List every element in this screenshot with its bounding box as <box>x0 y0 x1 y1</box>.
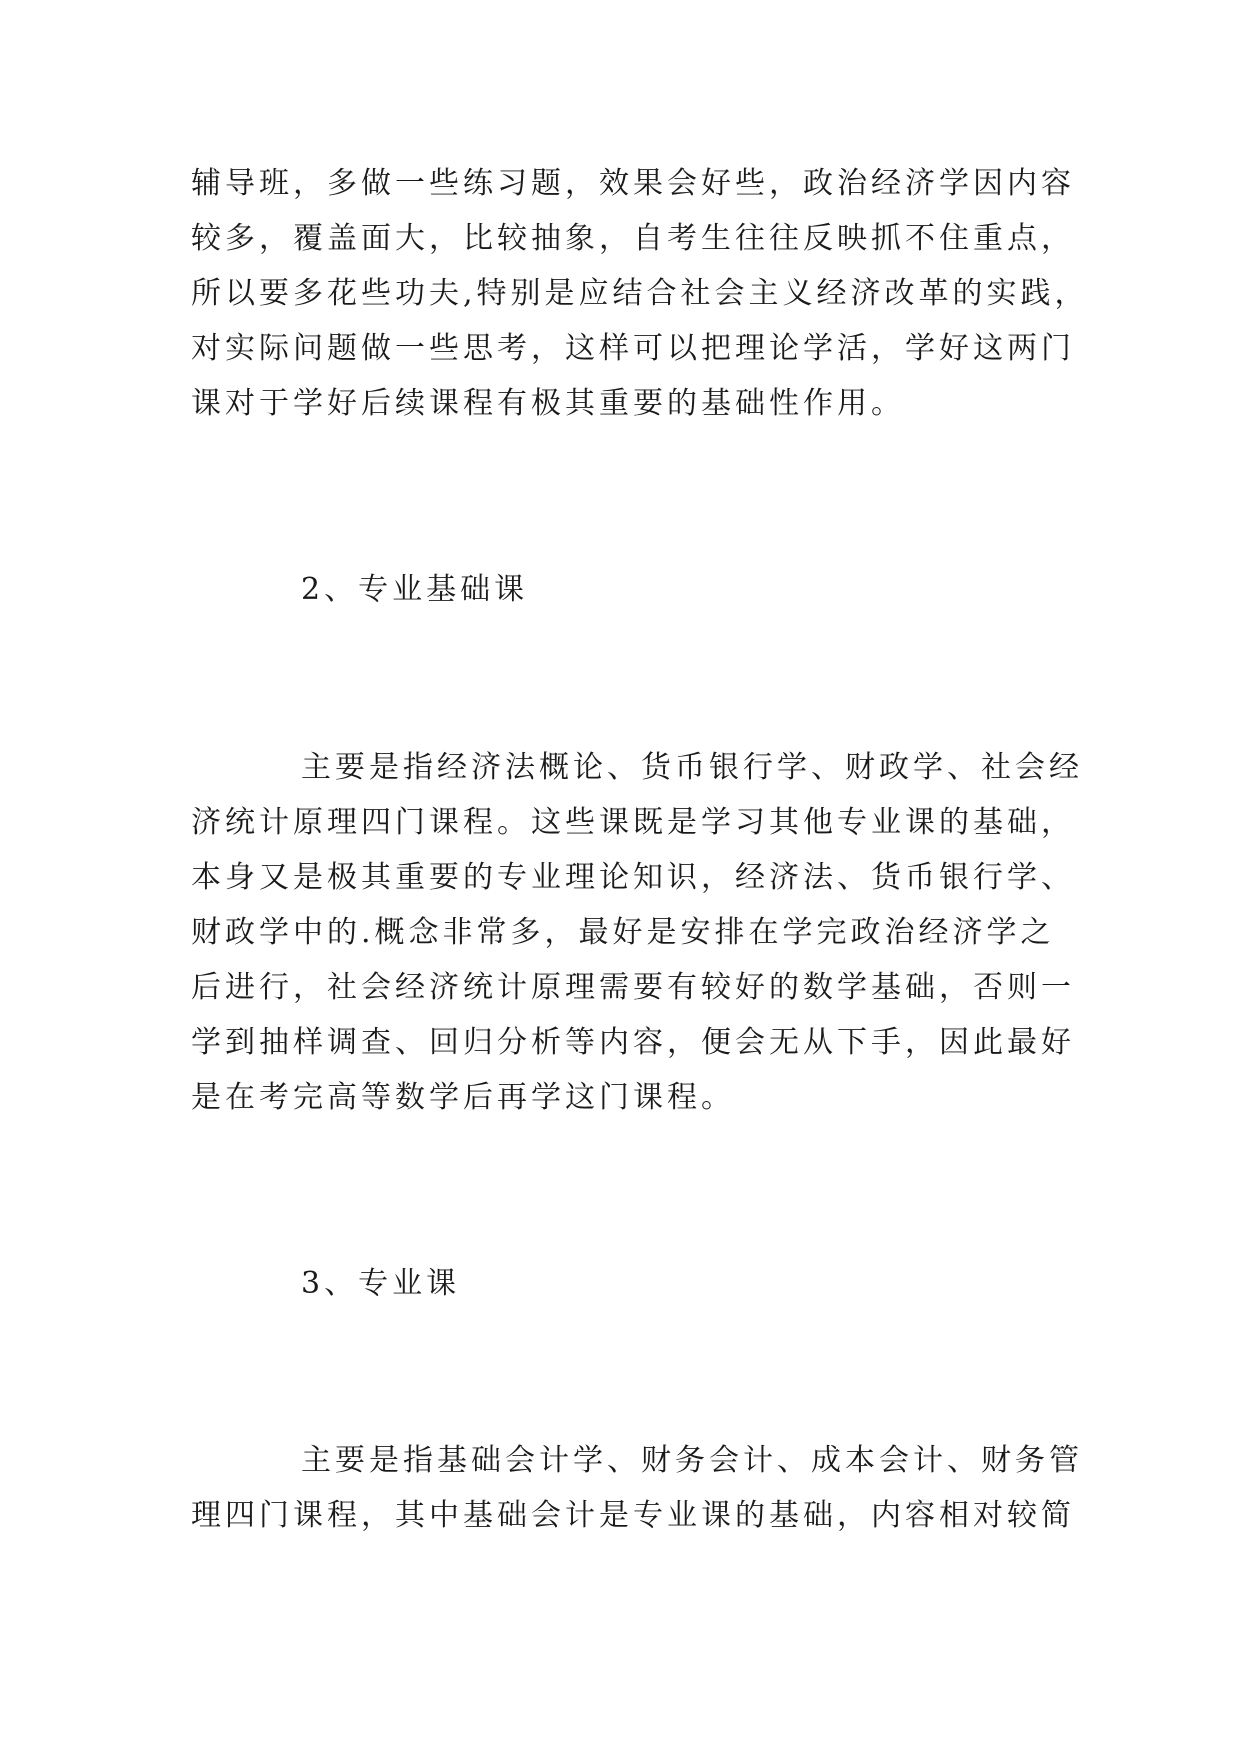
paragraph-3-line-1: 主要是指基础会计学、财务会计、成本会计、财务管 <box>301 1443 1083 1478</box>
paragraph-2-line-1: 主要是指经济法概论、货币银行学、财政学、社会经 <box>301 750 1083 785</box>
paragraph-3-line-2: 理四门课程，其中基础会计是专业课的基础，内容相对较简 <box>191 1498 1075 1533</box>
paragraph-1-line-4: 对实际问题做一些思考，这样可以把理论学活，学好这两门 <box>191 331 1075 366</box>
paragraph-1-line-3: 所以要多花些功夫,特别是应结合社会主义经济改革的实践， <box>191 276 1089 311</box>
paragraph-1-line-1: 辅导班，多做一些练习题，效果会好些，政治经济学因内容 <box>191 166 1075 201</box>
paragraph-1-line-2: 较多，覆盖面大，比较抽象，自考生往往反映抓不住重点， <box>191 221 1075 256</box>
section-heading-3: 3、专业课 <box>301 1266 461 1301</box>
paragraph-2-line-6: 学到抽样调查、回归分析等内容，便会无从下手，因此最好 <box>191 1025 1075 1060</box>
paragraph-2-line-7: 是在考完高等数学后再学这门课程。 <box>191 1080 735 1115</box>
paragraph-2-line-4: 财政学中的.概念非常多，最好是安排在学完政治经济学之 <box>191 915 1055 950</box>
paragraph-1-line-5: 课对于学好后续课程有极其重要的基础性作用。 <box>191 386 905 421</box>
paragraph-2-line-5: 后进行，社会经济统计原理需要有较好的数学基础，否则一 <box>191 970 1075 1005</box>
paragraph-2-line-3: 本身又是极其重要的专业理论知识，经济法、货币银行学、 <box>191 860 1075 895</box>
section-heading-2: 2、专业基础课 <box>301 572 529 607</box>
paragraph-2-line-2: 济统计原理四门课程。这些课既是学习其他专业课的基础， <box>191 805 1075 840</box>
